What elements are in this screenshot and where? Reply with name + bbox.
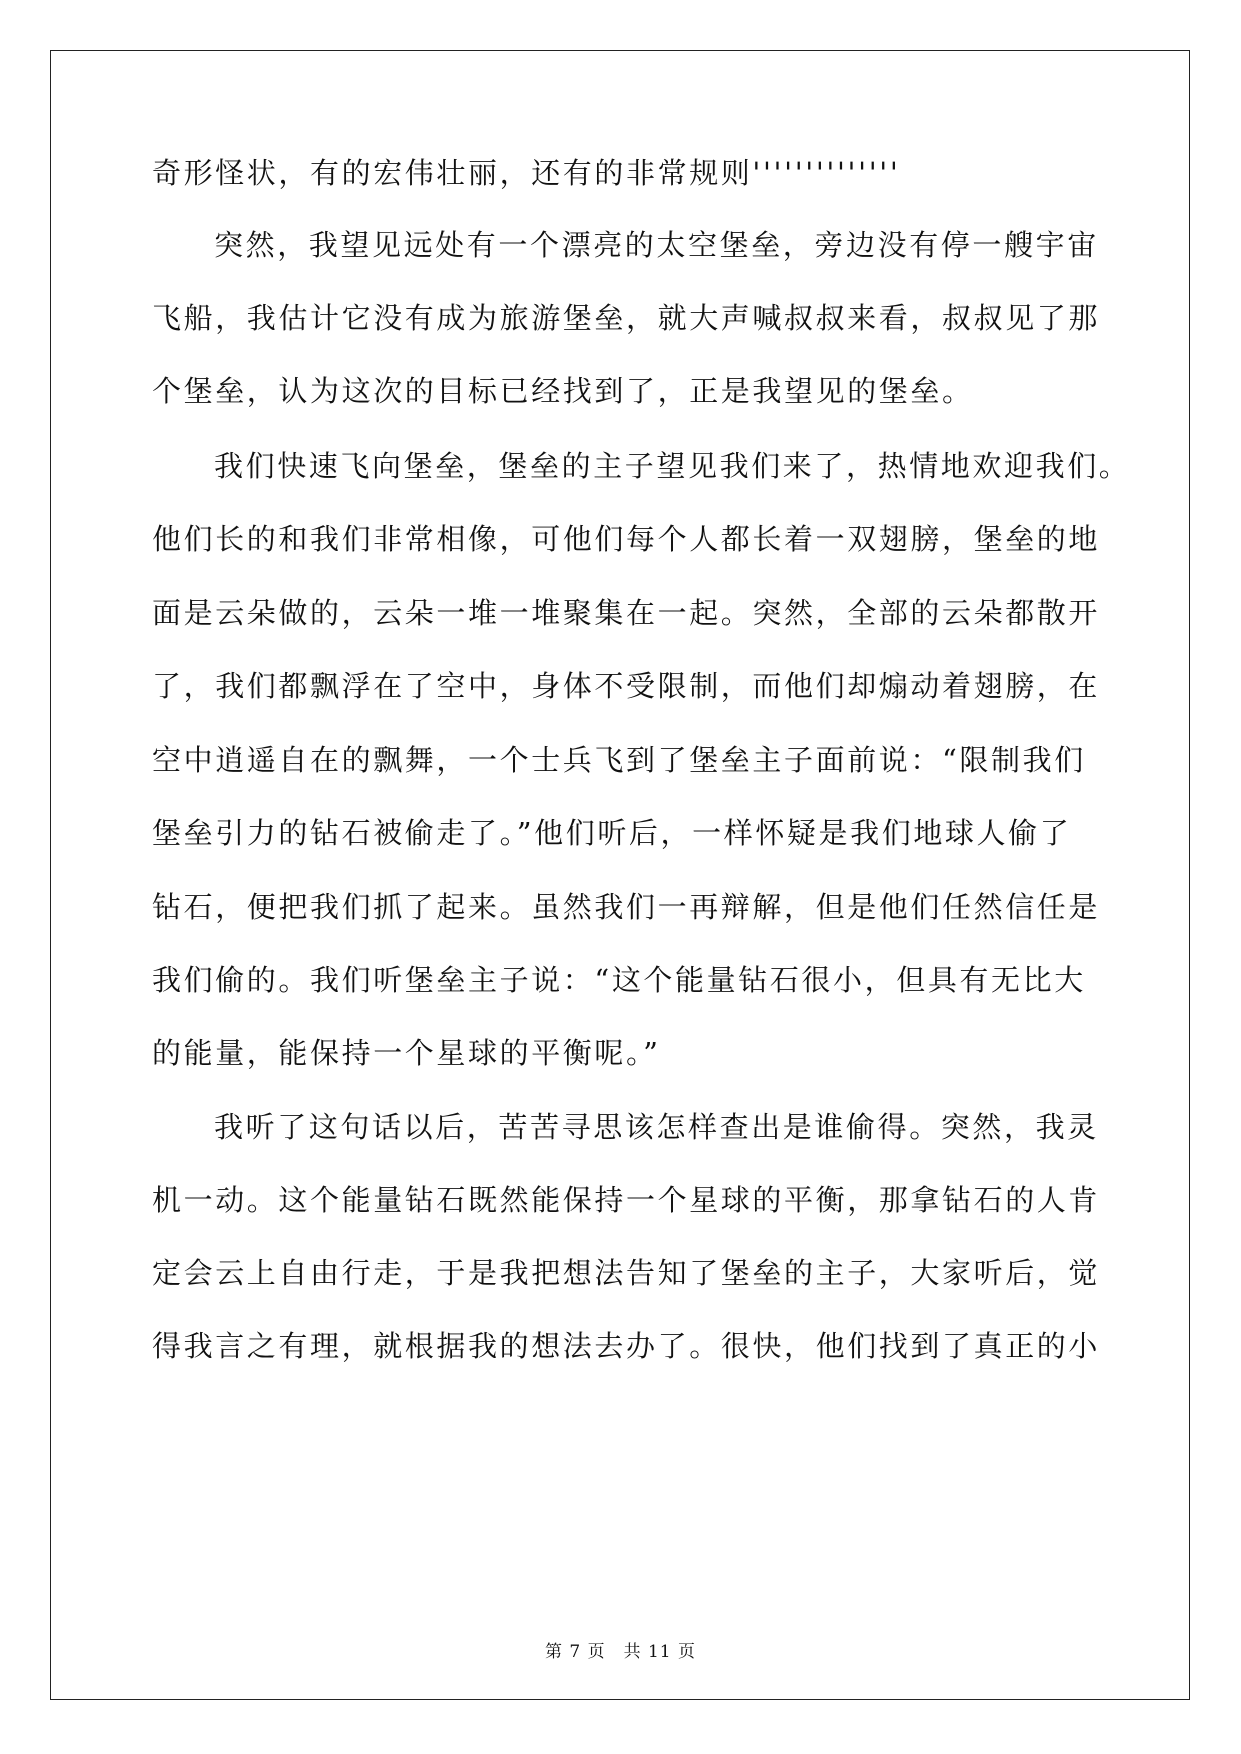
text-line: 堡垒引力的钻石被偷走了。”他们听后，一样怀疑是我们地球人偷了	[152, 816, 1072, 850]
paragraph-first-line: 突然，我望见远处有一个漂亮的太空堡垒，旁边没有停一艘宇宙	[214, 228, 1099, 262]
text-line: 我们偷的。我们听堡垒主子说：“这个能量钻石很小，但具有无比大	[152, 963, 1086, 997]
text-line: 个堡垒，认为这次的目标已经找到了，正是我望见的堡垒。	[152, 374, 974, 408]
text-line: 钻石，便把我们抓了起来。虽然我们一再辩解，但是他们任然信任是	[152, 890, 1101, 924]
text-line: 定会云上自由行走，于是我把想法告知了堡垒的主子，大家听后，觉	[152, 1256, 1101, 1290]
paragraph-first-line: 我听了这句话以后，苦苦寻思该怎样查出是谁偷得。突然，我灵	[214, 1110, 1099, 1144]
page-number: 第 7 页	[544, 1642, 606, 1662]
text-line: 机一动。这个能量钻石既然能保持一个星球的平衡，那拿钻石的人肯	[152, 1183, 1101, 1217]
text-line: 他们长的和我们非常相像，可他们每个人都长着一双翅膀，堡垒的地	[152, 522, 1101, 556]
paragraph-first-line: 我们快速飞向堡垒，堡垒的主子望见我们来了，热情地欢迎我们。	[214, 449, 1131, 483]
text-line: 了，我们都飘浮在了空中，身体不受限制，而他们却煽动着翅膀，在	[152, 669, 1101, 703]
page-footer	[0, 1637, 1241, 1662]
text-line: 得我言之有理，就根据我的想法去办了。很快，他们找到了真正的小	[152, 1329, 1101, 1363]
text-line: 飞船，我估计它没有成为旅游堡垒，就大声喊叔叔来看，叔叔见了那	[152, 301, 1101, 335]
text-line: 奇形怪状，有的宏伟壮丽，还有的非常规则''''''''''''''	[152, 156, 901, 190]
text-line: 空中逍遥自在的飘舞，一个士兵飞到了堡垒主子面前说：“限制我们	[152, 743, 1086, 777]
text-line: 面是云朵做的，云朵一堆一堆聚集在一起。突然，全部的云朵都散开	[152, 596, 1101, 630]
total-pages: 共 11 页	[623, 1642, 697, 1662]
text-line: 的能量，能保持一个星球的平衡呢。”	[152, 1036, 661, 1070]
